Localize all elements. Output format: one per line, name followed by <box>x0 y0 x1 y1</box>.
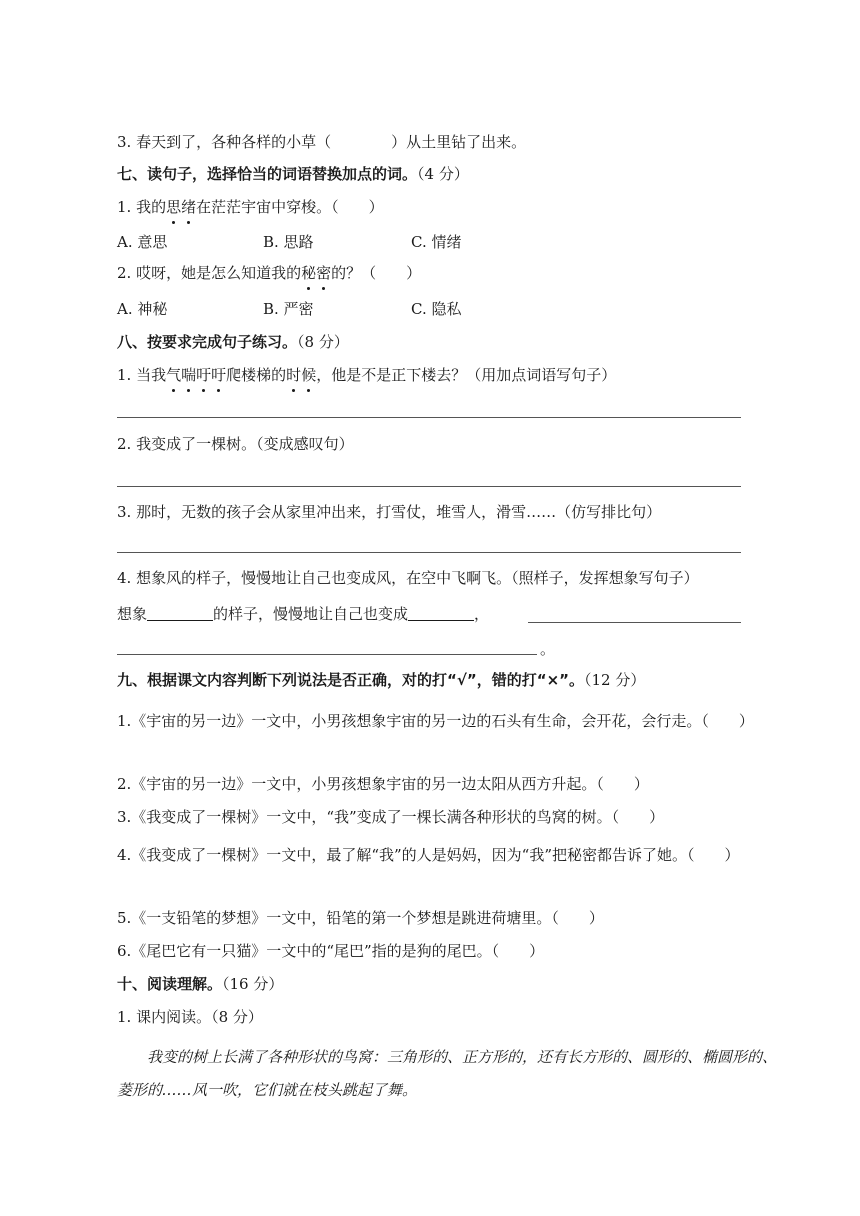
question-text: 2. 哎呀，她是怎么知道我的 <box>117 264 302 282</box>
answer-line[interactable] <box>117 486 741 487</box>
fill-end-mark: 。 <box>540 640 556 658</box>
section-7-question-2 <box>117 262 421 284</box>
section-8-question-2: 2. 我变成了一棵树。（变成感叹句） <box>117 435 354 453</box>
option-c: C. 隐私 <box>411 300 462 318</box>
dotted-char: 时 <box>286 366 302 384</box>
section-8-question-3: 3. 那时，无数的孩子会从家里冲出来，打雪仗，堆雪人，滑雪……（仿写排比句） <box>117 503 662 521</box>
section-8-score: （8 分） <box>297 333 349 351</box>
section-7-title: 七、读句子，选择恰当的词语替换加点的词。 <box>117 165 418 183</box>
section-8-title: 八、按要求完成句子练习。 <box>117 333 298 351</box>
section-8-question-4-fill <box>117 603 489 625</box>
section-9-item-5: 5.《一支铅笔的梦想》一文中，铅笔的第一个梦想是跳进荷塘里。（ ） <box>117 909 604 927</box>
dotted-char: 气 <box>166 366 182 384</box>
section-9-title: 九、根据课文内容判断下列说法是否正确，对的打“√”，错的打“×”。 <box>117 671 585 689</box>
dotted-char: 秘 <box>301 264 317 282</box>
question-text: ，他是不是正下楼去？（用加点词语写句子） <box>316 366 617 384</box>
answer-line[interactable] <box>528 622 741 623</box>
section-9-item-6: 6.《尾巴它有一只猫》一文中的“尾巴”指的是狗的尾巴。（ ） <box>117 942 545 960</box>
fill-text: 想象 <box>117 605 148 623</box>
section-9-score: （12 分） <box>584 671 646 689</box>
section-9-item-3: 3.《我变成了一棵树》一文中，“我”变成了一棵长满各种形状的鸟窝的树。（ ） <box>117 808 665 826</box>
fill-blank[interactable] <box>147 604 213 621</box>
section-9-item-4: 4.《我变成了一棵树》一文中，最了解“我”的人是妈妈，因为“我”把秘密都告诉了她。（ ） <box>117 846 740 864</box>
section-7-heading <box>117 163 469 185</box>
section-9-heading <box>117 669 645 691</box>
question-text: 1. 我的 <box>117 198 167 216</box>
option-a: A. 神秘 <box>117 300 168 318</box>
dotted-char: 吁 <box>196 366 212 384</box>
dotted-char: 候 <box>301 366 317 384</box>
option-c: C. 情绪 <box>411 233 462 251</box>
section-10-subheading: 1. 课内阅读。（8 分） <box>117 1008 263 1026</box>
section-10-score: （16 分） <box>222 975 284 993</box>
dotted-char: 喘 <box>181 366 197 384</box>
section-8-question-4: 4. 想象风的样子，慢慢地让自己也变成风，在空中飞啊飞。（照样子，发挥想象写句子） <box>117 569 699 587</box>
section-7-question-1 <box>117 196 384 218</box>
dotted-char: 密 <box>316 264 332 282</box>
section-8-heading <box>117 331 349 353</box>
option-b: B. 严密 <box>263 300 314 318</box>
dotted-char: 绪 <box>181 198 197 216</box>
option-a: A. 意思 <box>117 233 168 251</box>
section-10-title: 十、阅读理解。 <box>117 975 223 993</box>
fill-blank[interactable] <box>408 604 474 621</box>
reading-passage: 我变的树上长满了各种形状的鸟窝：三角形的、正方形的，还有长方形的、圆形的、椭圆形的、菱形的……风一吹，它们就在枝头跳起了舞。 <box>117 1048 778 1099</box>
option-b: B. 思路 <box>263 233 314 251</box>
section-8-question-1 <box>117 364 616 386</box>
answer-line[interactable] <box>117 654 537 655</box>
question-text: 爬楼梯的 <box>226 366 287 384</box>
section-9-item-2: 2.《宇宙的另一边》一文中，小男孩想象宇宙的另一边太阳从西方升起。（ ） <box>117 775 649 793</box>
question-text: 的？（ ） <box>331 264 422 282</box>
answer-line[interactable] <box>117 417 741 418</box>
section-9-item-1: 1.《宇宙的另一边》一文中，小男孩想象宇宙的另一边的石头有生命，会开花，会行走。（ ） <box>117 712 754 730</box>
fill-text: 的样子，慢慢地让自己也变成 <box>213 605 409 623</box>
fill-text: ， <box>474 605 490 623</box>
section-7-score: （4 分） <box>417 165 469 183</box>
dotted-char: 吁 <box>211 366 227 384</box>
answer-line[interactable] <box>117 552 741 553</box>
section-10-heading <box>117 973 283 995</box>
question-6-item-3: 3. 春天到了，各种各样的小草（ ）从土里钻了出来。 <box>117 133 527 151</box>
question-text: 在茫茫宇宙中穿梭。（ ） <box>196 198 384 216</box>
question-text: 1. 当我 <box>117 366 167 384</box>
dotted-char: 思 <box>166 198 182 216</box>
